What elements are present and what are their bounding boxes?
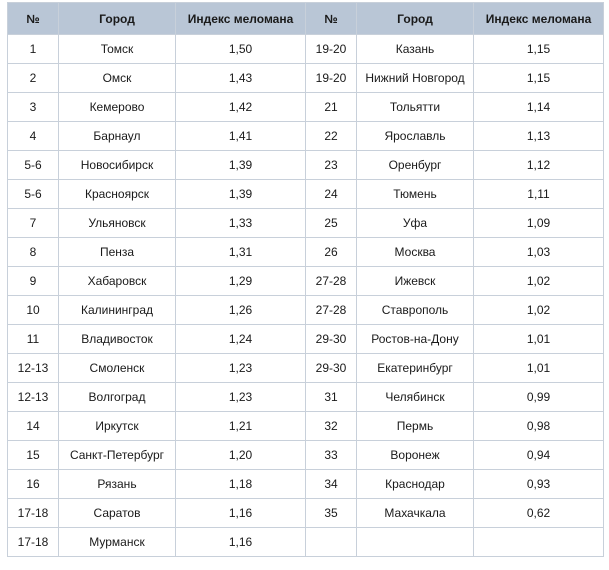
table-body [8, 35, 604, 557]
table-row [8, 354, 604, 383]
header-index-right: Индекс меломана [474, 3, 604, 35]
cell-rank: 14 [8, 412, 59, 441]
cell-index: 1,41 [176, 122, 306, 151]
cell-city: Пенза [59, 238, 176, 267]
table-row [8, 325, 604, 354]
cell-rank: 17-18 [8, 528, 59, 557]
cell-index: 1,09 [474, 209, 604, 238]
table-header-row [8, 3, 604, 35]
cell-rank: 35 [306, 499, 357, 528]
cell-index: 0,93 [474, 470, 604, 499]
cell-rank: 9 [8, 267, 59, 296]
cell-index: 1,31 [176, 238, 306, 267]
cell-rank: 7 [8, 209, 59, 238]
cell-city: Воронеж [357, 441, 474, 470]
cell-city: Пермь [357, 412, 474, 441]
cell-rank: 10 [8, 296, 59, 325]
cell-index: 0,99 [474, 383, 604, 412]
table-row [8, 122, 604, 151]
cell-index: 1,01 [474, 325, 604, 354]
table-row [8, 64, 604, 93]
cell-index: 1,01 [474, 354, 604, 383]
header-city-right: Город [357, 3, 474, 35]
cell-index: 1,15 [474, 64, 604, 93]
cell-rank [306, 528, 357, 557]
cell-index: 1,23 [176, 383, 306, 412]
ranking-table-container [7, 2, 604, 557]
cell-index: 1,23 [176, 354, 306, 383]
cell-city: Оренбург [357, 151, 474, 180]
table-row [8, 151, 604, 180]
cell-city: Омск [59, 64, 176, 93]
music-lover-index-table [7, 2, 604, 557]
cell-city: Ижевск [357, 267, 474, 296]
cell-rank: 12-13 [8, 354, 59, 383]
cell-rank: 22 [306, 122, 357, 151]
table-row [8, 238, 604, 267]
cell-rank: 31 [306, 383, 357, 412]
cell-city: Смоленск [59, 354, 176, 383]
cell-rank: 27-28 [306, 296, 357, 325]
cell-index: 1,15 [474, 35, 604, 64]
cell-index: 1,29 [176, 267, 306, 296]
table-row [8, 470, 604, 499]
table-row [8, 296, 604, 325]
cell-city: Барнаул [59, 122, 176, 151]
cell-index: 1,26 [176, 296, 306, 325]
cell-city: Челябинск [357, 383, 474, 412]
cell-city: Ростов-на-Дону [357, 325, 474, 354]
cell-rank: 8 [8, 238, 59, 267]
cell-index: 1,39 [176, 151, 306, 180]
cell-city: Москва [357, 238, 474, 267]
cell-index: 1,16 [176, 528, 306, 557]
cell-rank: 5-6 [8, 151, 59, 180]
cell-rank: 3 [8, 93, 59, 122]
cell-city: Нижний Новгород [357, 64, 474, 93]
cell-city: Иркутск [59, 412, 176, 441]
cell-index: 1,42 [176, 93, 306, 122]
cell-city: Владивосток [59, 325, 176, 354]
cell-rank: 25 [306, 209, 357, 238]
cell-rank: 34 [306, 470, 357, 499]
cell-index: 1,16 [176, 499, 306, 528]
cell-index: 1,12 [474, 151, 604, 180]
table-row [8, 35, 604, 64]
cell-city: Санкт-Петербург [59, 441, 176, 470]
header-rank-left: № [8, 3, 59, 35]
cell-index: 1,43 [176, 64, 306, 93]
cell-city: Калининград [59, 296, 176, 325]
cell-city: Хабаровск [59, 267, 176, 296]
table-row [8, 267, 604, 296]
cell-index: 1,03 [474, 238, 604, 267]
cell-rank: 4 [8, 122, 59, 151]
cell-city: Томск [59, 35, 176, 64]
cell-city: Тольятти [357, 93, 474, 122]
cell-city: Краснодар [357, 470, 474, 499]
cell-index: 0,98 [474, 412, 604, 441]
cell-rank: 11 [8, 325, 59, 354]
cell-city: Ставрополь [357, 296, 474, 325]
cell-rank: 23 [306, 151, 357, 180]
cell-rank: 15 [8, 441, 59, 470]
cell-rank: 2 [8, 64, 59, 93]
cell-index: 1,11 [474, 180, 604, 209]
cell-rank: 29-30 [306, 354, 357, 383]
cell-index: 1,13 [474, 122, 604, 151]
table-row [8, 528, 604, 557]
cell-rank: 5-6 [8, 180, 59, 209]
cell-index [474, 528, 604, 557]
cell-rank: 16 [8, 470, 59, 499]
cell-city: Красноярск [59, 180, 176, 209]
cell-index: 1,50 [176, 35, 306, 64]
cell-index: 0,94 [474, 441, 604, 470]
cell-city: Кемерово [59, 93, 176, 122]
cell-rank: 33 [306, 441, 357, 470]
cell-rank: 19-20 [306, 64, 357, 93]
cell-index: 1,20 [176, 441, 306, 470]
cell-rank: 1 [8, 35, 59, 64]
table-row [8, 441, 604, 470]
table-row [8, 93, 604, 122]
header-index-left: Индекс меломана [176, 3, 306, 35]
cell-rank: 26 [306, 238, 357, 267]
cell-rank: 19-20 [306, 35, 357, 64]
cell-rank: 21 [306, 93, 357, 122]
cell-city: Казань [357, 35, 474, 64]
cell-rank: 12-13 [8, 383, 59, 412]
cell-city: Саратов [59, 499, 176, 528]
cell-city: Волгоград [59, 383, 176, 412]
table-row [8, 383, 604, 412]
cell-rank: 29-30 [306, 325, 357, 354]
cell-city: Тюмень [357, 180, 474, 209]
table-row [8, 412, 604, 441]
cell-city: Махачкала [357, 499, 474, 528]
cell-index: 1,02 [474, 296, 604, 325]
cell-rank: 32 [306, 412, 357, 441]
header-rank-right: № [306, 3, 357, 35]
cell-index: 1,18 [176, 470, 306, 499]
cell-city: Екатеринбург [357, 354, 474, 383]
cell-index: 1,24 [176, 325, 306, 354]
table-row [8, 180, 604, 209]
table-row [8, 499, 604, 528]
cell-city: Мурманск [59, 528, 176, 557]
cell-rank: 27-28 [306, 267, 357, 296]
cell-index: 0,62 [474, 499, 604, 528]
table-row [8, 209, 604, 238]
cell-index: 1,14 [474, 93, 604, 122]
cell-index: 1,33 [176, 209, 306, 238]
cell-city: Ярославль [357, 122, 474, 151]
header-city-left: Город [59, 3, 176, 35]
cell-city: Ульяновск [59, 209, 176, 238]
cell-rank: 17-18 [8, 499, 59, 528]
cell-city: Рязань [59, 470, 176, 499]
cell-city: Уфа [357, 209, 474, 238]
cell-rank: 24 [306, 180, 357, 209]
cell-city: Новосибирск [59, 151, 176, 180]
cell-index: 1,21 [176, 412, 306, 441]
cell-index: 1,39 [176, 180, 306, 209]
cell-city [357, 528, 474, 557]
cell-index: 1,02 [474, 267, 604, 296]
